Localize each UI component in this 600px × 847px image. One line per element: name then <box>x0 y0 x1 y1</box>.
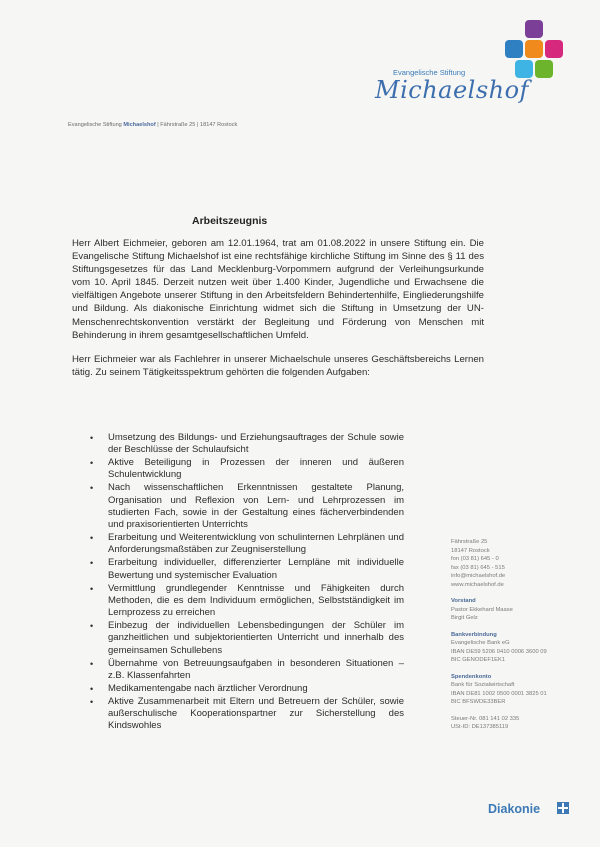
list-item <box>88 620 404 657</box>
logo-subtitle: Evangelische Stiftung <box>393 68 466 77</box>
bank-block <box>451 631 591 665</box>
bullet: • <box>90 696 94 707</box>
bullet: • <box>90 533 94 544</box>
address-line: Fährstraße 25 <box>451 539 488 545</box>
donation-heading: Spendenkonto <box>451 673 492 680</box>
list-item <box>88 583 404 620</box>
donation-line: BIC BFSWDE33BER <box>451 699 506 705</box>
list-item-text: Erarbeitung individueller, differenzierter Lernpläne mit individuelle Bewertung und systemischer Evaluation <box>108 557 404 581</box>
contact-sidebar <box>451 538 591 740</box>
bullet: • <box>90 558 94 569</box>
address-line: 18147 Rostock <box>451 547 490 554</box>
list-item <box>88 683 404 695</box>
phone-line: fon (03 81) 645 - 0 <box>451 556 499 562</box>
list-item <box>88 658 404 683</box>
tax-block <box>451 715 591 732</box>
list-item <box>88 482 404 531</box>
website-link[interactable]: www.michaelshof.de <box>451 581 504 588</box>
logo-title: Michaelshof <box>375 76 529 104</box>
bank-line: Evangelische Bank eG <box>451 640 510 646</box>
board-member: Birgit Gelz <box>451 615 478 621</box>
list-item-text: Übernahme von Betreuungsaufgaben in besonderen Situationen – z.B. Klassenfahrten <box>108 657 404 681</box>
document-body <box>72 237 484 390</box>
sender-street: Fährstraße 25 <box>160 122 196 128</box>
list-item-text: Vermittlung grundlegender Kenntnisse und Fähigkeiten durch Methoden, die es dem Individuum ermöglichen, Selbstständigkeit im Lernprozess zu erreichen <box>108 582 404 619</box>
sender-city: 18147 Rostock <box>199 122 238 128</box>
separator: | <box>157 122 161 128</box>
list-item-text: Umsetzung des Bildungs- und Erziehungsauftrages der Schule sowie der Beschlüsse der Schulaufsicht <box>108 432 404 456</box>
bullet: • <box>90 583 94 594</box>
address-block <box>451 538 591 589</box>
bullet: • <box>90 658 94 669</box>
list-item-text: Aktive Zusammenarbeit mit Eltern und Betreuern der Schüler, sowie außerschulische Kooperationspartner zur Sicherstellung des Kindswohles <box>108 695 404 732</box>
donation-line: Bank für Sozialwirtschaft <box>451 682 515 688</box>
list-item-text: Erarbeitung und Weiterentwicklung von schulinternen Lehrplänen und Anforderungsmaßstäben zur Zeugniserstellung <box>108 532 404 556</box>
donation-block <box>451 673 591 707</box>
list-item-text: Medikamentengabe nach ärztlicher Verordnung <box>108 682 308 694</box>
bullet: • <box>90 683 94 694</box>
board-block <box>451 597 591 623</box>
donation-line: IBAN DE81 1002 0500 0001 3825 01 <box>451 690 547 697</box>
diakonie-cross-icon <box>557 802 569 814</box>
michaelshof-logo <box>375 18 575 108</box>
bullet: • <box>90 621 94 632</box>
bullet: • <box>90 458 94 469</box>
bullet: • <box>90 433 94 443</box>
list-item <box>88 432 404 457</box>
bank-line: IBAN DE59 5206 0410 0006 3600 09 <box>451 648 547 655</box>
colored-cross-icon <box>501 18 567 84</box>
tax-line: USt-ID: DE137385119 <box>451 724 509 730</box>
list-item-text: Nach wissenschaftlichen Erkenntnissen gestaltete Planung, Organisation und Reflexion von Lern- und Lehrprozessen im studierten Fach, sowie in der Gestaltung eines fächerverbindenden und praxisorientierten Unterrichts <box>108 482 404 531</box>
separator: | <box>196 122 200 128</box>
sender-org-name: Michaelshof <box>123 122 156 128</box>
bullet: • <box>90 483 94 494</box>
sender-org-prefix: Evangelische Stiftung <box>68 122 122 128</box>
list-item <box>88 532 404 557</box>
task-list <box>88 432 404 733</box>
list-item-text: Aktive Beteiligung in Prozessen der inneren und äußeren Schulentwicklung <box>108 457 404 481</box>
list-item <box>88 696 404 733</box>
list-item-text: Einbezug der individuellen Lebensbedingungen der Schüler im ganzheitlichen und subjektorientierten Unterricht und innerhalb des gemeinsamen Schullebens <box>108 620 404 656</box>
fax-line: fax (03 81) 645 - 515 <box>451 564 505 571</box>
list-item <box>88 457 404 482</box>
diakonie-brand: Diakonie <box>488 802 541 816</box>
bank-heading: Bankverbindung <box>451 631 497 638</box>
board-heading: Vorstand <box>451 598 476 604</box>
board-member: Pastor Ekkehard Maase <box>451 606 513 613</box>
document-title: Arbeitszeugnis <box>192 215 268 227</box>
tax-line: Steuer-Nr. 081 141 02 335 <box>451 715 520 722</box>
sender-line <box>68 122 237 128</box>
bank-line: BIC GENODEF1EK1 <box>451 657 506 663</box>
list-item <box>88 557 404 582</box>
intro-paragraph: Herr Albert Eichmeier, geboren am 12.01.1964, trat am 01.08.2022 in unsere Stiftung ein. Die Evangelische Stiftung Michaelshof ist eine rechtsfähige kirchliche Stiftung im Sinne des § 11 des Stiftungsgesetzes für das Land Mecklenburg-Vorpommern aufgrund der Verleihungsurkunde vom 10. April 1845. Derzeit nutzen weit über 1.400 Kinder, Jugendliche und Erwachsene die vielfältigen Angebote unserer Stiftung in den Arbeitsfeldern Behindertenhilfe, Eingliederungshilfe und Bildung. Als diakonische Einrichtung widmet sich die Stiftung in Umsetzung der UN-Menschenrechtskonvention verstärkt der Begleitung und Förderung von Menschen mit Behinderung in ihrem gesamtgesellschaftlichen Umfeld. <box>72 238 484 341</box>
email-link[interactable]: info@michaelshof.de <box>451 573 506 579</box>
role-paragraph: Herr Eichmeier war als Fachlehrer in unserer Michaelschule unseres Geschäftsbereichs Lernen tätig. Zu seinem Tätigkeitsspektrum gehörten die folgenden Aufgaben: <box>72 353 484 378</box>
